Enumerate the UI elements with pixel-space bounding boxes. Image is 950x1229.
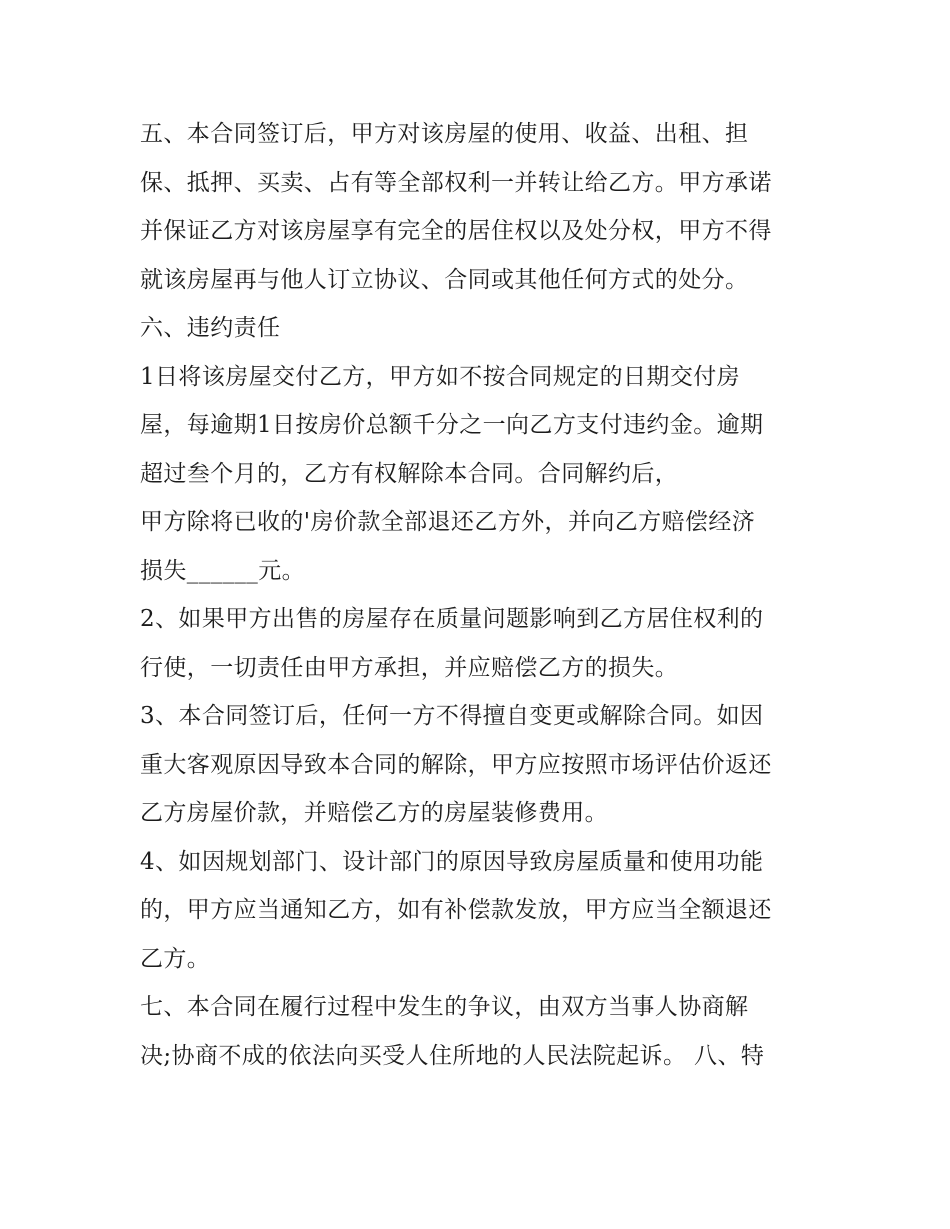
text-line: 重大客观原因导致本合同的解除，甲方应按照市场评估价返还: [140, 751, 772, 778]
text-line: 损失______元。: [140, 557, 305, 584]
contract-body: [140, 110, 820, 1080]
text-line: 乙方房屋价款，并赔偿乙方的房屋装修费用。: [140, 800, 608, 826]
text-line: 屋，每逾期1日按房价总额千分之一向乙方支付违约金。逾期: [140, 412, 764, 438]
text-line: 4、如因规划部门、设计部门的原因导致房屋质量和使用功能: [140, 848, 764, 875]
text-line: 超过叁个月的，乙方有权解除本合同。合同解约后，: [140, 460, 679, 487]
text-line: 2、如果甲方出售的房屋存在质量问题影响到乙方居住权利的: [140, 606, 764, 632]
text-line: 七、本合同在履行过程中发生的争议，由双方当事人协商解: [140, 994, 749, 1020]
text-line: 1日将该房屋交付乙方，甲方如不按合同规定的日期交付房: [140, 363, 741, 390]
text-line: 甲方除将已收的'房价款全部退还乙方外，并向乙方赔偿经济: [140, 509, 756, 535]
text-line: 五、本合同签订后，甲方对该房屋的使用、收益、出租、担: [140, 121, 749, 147]
text-line: 乙方。: [140, 945, 211, 972]
text-line: 的，甲方应当通知乙方，如有补偿款发放，甲方应当全额退还: [140, 897, 772, 923]
text-line: 保、抵押、买卖、占有等全部权利一并转让给乙方。甲方承诺: [140, 169, 772, 196]
text-line: 就该房屋再与他人订立协议、合同或其他任何方式的处分。: [140, 266, 749, 293]
text-line: 决;协商不成的依法向买受人住所地的人民法院起诉。 八、特: [140, 1042, 765, 1069]
section-heading: 六、违约责任: [140, 315, 281, 341]
text-line: 3、本合同签订后，任何一方不得擅自变更或解除合同。如因: [140, 703, 764, 729]
text-line: 行使，一切责任由甲方承担，并应赔偿乙方的损失。: [140, 654, 679, 681]
text-line: 并保证乙方对该房屋享有完全的居住权以及处分权，甲方不得: [140, 218, 772, 244]
